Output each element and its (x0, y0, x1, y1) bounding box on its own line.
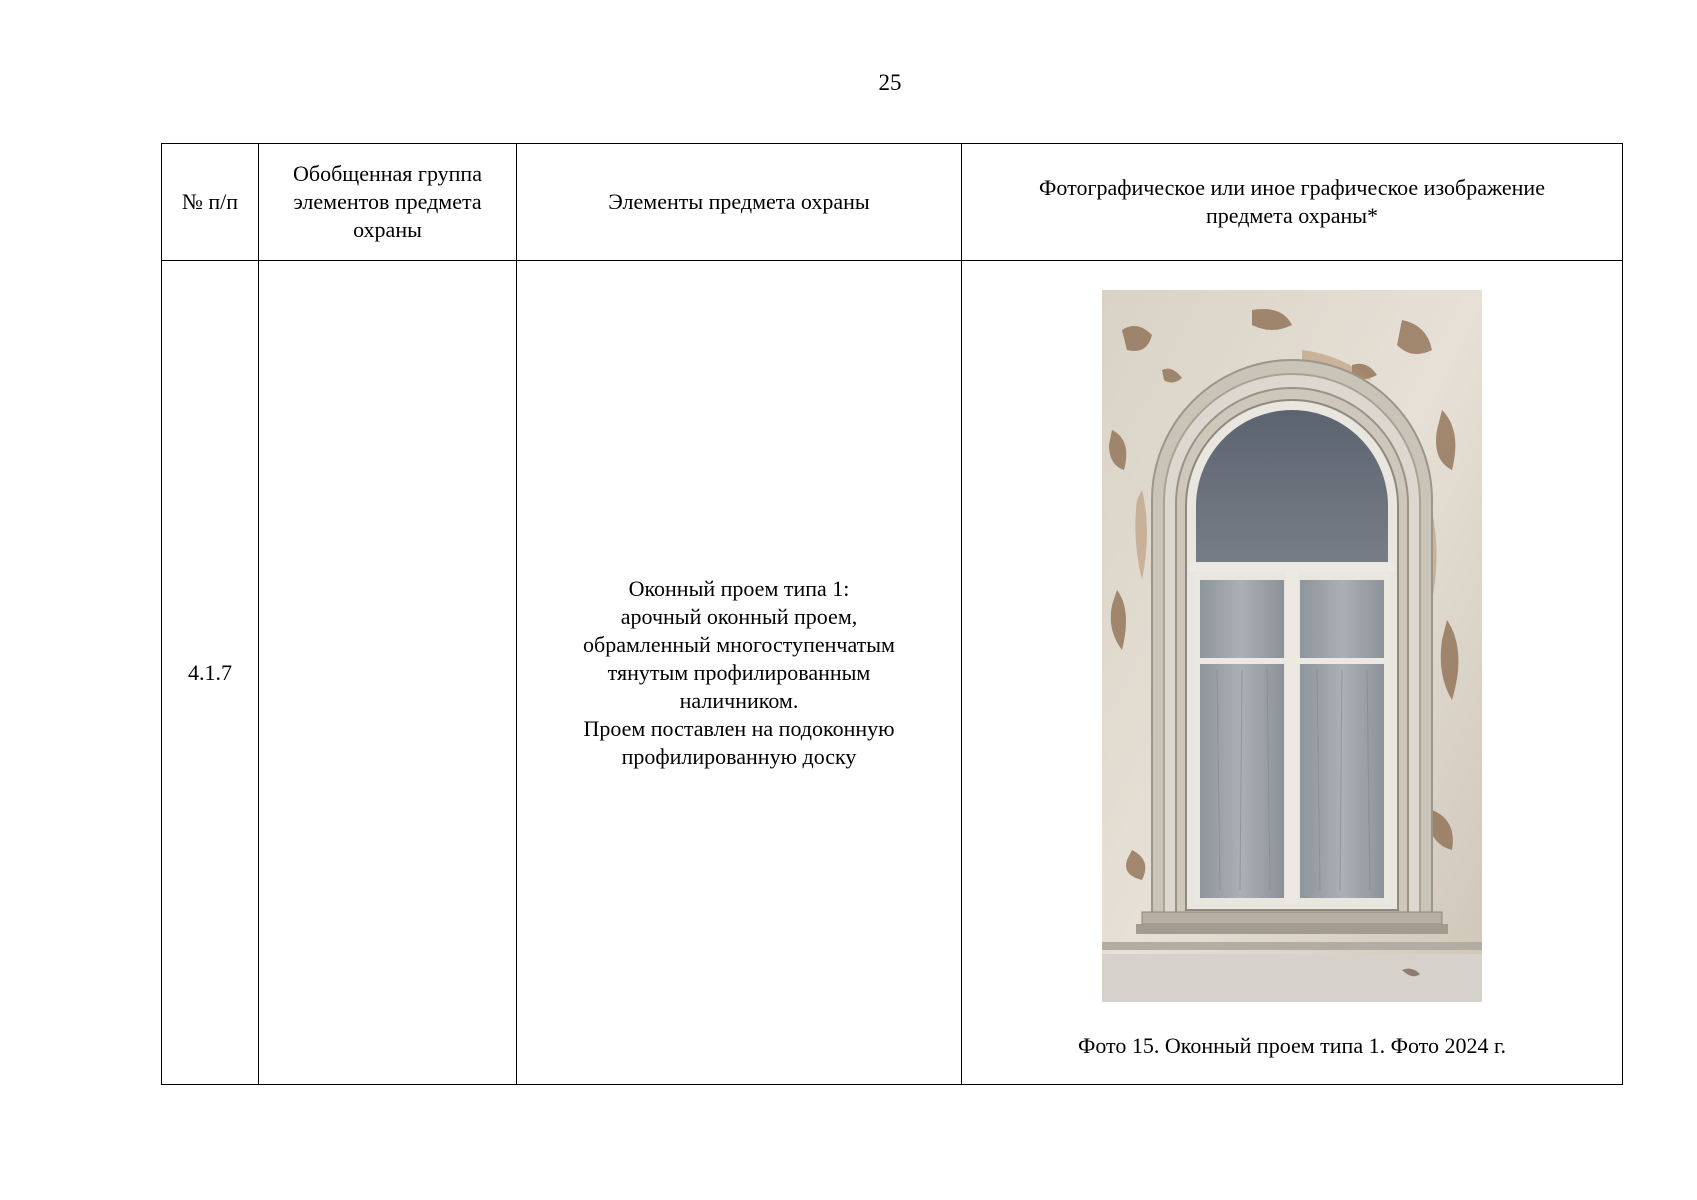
row-number: 4.1.7 (162, 261, 259, 1085)
row-description: Оконный проем типа 1: арочный оконный проем, обрамленный многоступенчатым тянутым профилированным наличником. Проем поставлен на подоконную профилированную доску (517, 261, 962, 1085)
window-photo (1102, 290, 1482, 1002)
row-group (259, 261, 517, 1085)
protection-table (161, 143, 1623, 1085)
header-elements: Элементы предмета охраны (517, 144, 962, 261)
header-number: № п/п (162, 144, 259, 261)
table-header-row (162, 144, 1623, 261)
page-number: 25 (878, 70, 902, 95)
photo-caption: Фото 15. Оконный проем типа 1. Фото 2024 г. (1077, 1033, 1507, 1058)
header-group: Обобщенная группа элементов предмета охраны (259, 144, 517, 261)
row-photo-cell (962, 261, 1623, 1085)
header-image: Фотографическое или иное графическое изображение предмета охраны* (962, 144, 1623, 261)
table-row (162, 261, 1623, 1085)
